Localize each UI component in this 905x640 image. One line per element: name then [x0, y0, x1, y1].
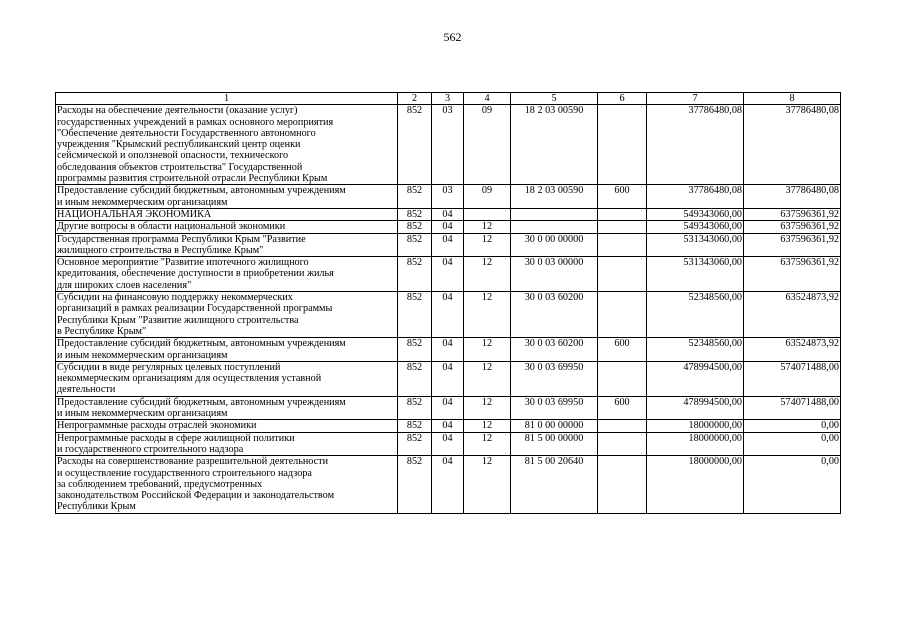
admin-code-cell: 852 — [398, 105, 432, 185]
target-article-cell: 30 0 03 00000 — [511, 257, 598, 292]
amount-year-1-cell: 37786480,08 — [647, 185, 744, 209]
subsection-code-cell: 12 — [464, 233, 511, 257]
amount-year-2-cell: 0,00 — [744, 432, 841, 456]
amount-year-2-cell: 574071488,00 — [744, 361, 841, 396]
expense-type-cell — [598, 420, 647, 432]
amount-year-2-cell: 637596361,92 — [744, 208, 841, 220]
table-row — [56, 456, 841, 513]
admin-code-cell: 852 — [398, 221, 432, 233]
amount-year-2-cell: 0,00 — [744, 456, 841, 513]
amount-year-1-cell: 531343060,00 — [647, 257, 744, 292]
row-description: Расходы на обеспечение деятельности (оказание услуг) государственных учреждений в рамках основного мероприятия "Обеспечение деятельности Государственного автономного учреждения "Крымский республиканский центр оценки сейсмической и оползневой опасности, технического обследования объектов строительства" Государственной программы развития строительной отрасли Республики Крым — [56, 105, 398, 185]
expense-type-cell — [598, 361, 647, 396]
page-number: 562 — [443, 30, 462, 44]
target-article-cell: 30 0 03 60200 — [511, 338, 598, 362]
table-row — [56, 185, 841, 209]
expense-type-cell — [598, 208, 647, 220]
amount-year-2-cell: 637596361,92 — [744, 257, 841, 292]
target-article-cell: 18 2 03 00590 — [511, 185, 598, 209]
column-header: 3 — [432, 93, 464, 105]
row-description: НАЦИОНАЛЬНАЯ ЭКОНОМИКА — [56, 208, 398, 220]
row-description: Предоставление субсидий бюджетным, автономным учреждениям и иным некоммерческим организациям — [56, 396, 398, 420]
amount-year-2-cell: 63524873,92 — [744, 292, 841, 338]
section-code-cell: 04 — [432, 432, 464, 456]
row-description: Государственная программа Республики Крым "Развитие жилищного строительства в Республике Крым" — [56, 233, 398, 257]
expense-type-cell: 600 — [598, 396, 647, 420]
amount-year-1-cell: 478994500,00 — [647, 396, 744, 420]
section-code-cell: 04 — [432, 257, 464, 292]
amount-year-2-cell: 37786480,08 — [744, 105, 841, 185]
admin-code-cell: 852 — [398, 361, 432, 396]
expense-type-cell — [598, 432, 647, 456]
target-article-cell: 81 5 00 20640 — [511, 456, 598, 513]
section-code-cell: 04 — [432, 233, 464, 257]
subsection-code-cell — [464, 208, 511, 220]
amount-year-1-cell: 18000000,00 — [647, 432, 744, 456]
target-article-cell: 30 0 00 00000 — [511, 233, 598, 257]
admin-code-cell: 852 — [398, 292, 432, 338]
amount-year-2-cell: 637596361,92 — [744, 221, 841, 233]
row-description: Непрограммные расходы отраслей экономики — [56, 420, 398, 432]
column-header: 4 — [464, 93, 511, 105]
amount-year-2-cell: 637596361,92 — [744, 233, 841, 257]
amount-year-1-cell: 478994500,00 — [647, 361, 744, 396]
table-row — [56, 432, 841, 456]
table-row — [56, 233, 841, 257]
column-header: 2 — [398, 93, 432, 105]
section-code-cell: 04 — [432, 361, 464, 396]
subsection-code-cell: 12 — [464, 456, 511, 513]
expense-type-cell — [598, 456, 647, 513]
target-article-cell — [511, 221, 598, 233]
column-header: 8 — [744, 93, 841, 105]
section-code-cell: 04 — [432, 292, 464, 338]
amount-year-1-cell: 52348560,00 — [647, 338, 744, 362]
row-description: Основное мероприятие "Развитие ипотечного жилищного кредитования, обеспечение доступности в приобретении жилья для широких слоев населения" — [56, 257, 398, 292]
amount-year-2-cell: 0,00 — [744, 420, 841, 432]
table-row — [56, 292, 841, 338]
expense-type-cell — [598, 105, 647, 185]
target-article-cell: 18 2 03 00590 — [511, 105, 598, 185]
admin-code-cell: 852 — [398, 257, 432, 292]
subsection-code-cell: 12 — [464, 292, 511, 338]
amount-year-1-cell: 549343060,00 — [647, 221, 744, 233]
row-description: Субсидии на финансовую поддержку некоммерческих организаций в рамках реализации Государственной программы Республики Крым "Развитие жилищного строительства в Республике Крым" — [56, 292, 398, 338]
amount-year-1-cell: 37786480,08 — [647, 105, 744, 185]
admin-code-cell: 852 — [398, 208, 432, 220]
section-code-cell: 04 — [432, 420, 464, 432]
admin-code-cell: 852 — [398, 185, 432, 209]
row-description: Непрограммные расходы в сфере жилищной политики и государственного строительного надзора — [56, 432, 398, 456]
table-row — [56, 105, 841, 185]
amount-year-1-cell: 52348560,00 — [647, 292, 744, 338]
section-code-cell: 03 — [432, 185, 464, 209]
section-code-cell: 04 — [432, 396, 464, 420]
section-code-cell: 04 — [432, 221, 464, 233]
row-description: Другие вопросы в области национальной экономики — [56, 221, 398, 233]
table-row — [56, 420, 841, 432]
admin-code-cell: 852 — [398, 396, 432, 420]
subsection-code-cell: 12 — [464, 338, 511, 362]
row-description: Предоставление субсидий бюджетным, автономным учреждениям и иным некоммерческим организациям — [56, 338, 398, 362]
amount-year-2-cell: 574071488,00 — [744, 396, 841, 420]
amount-year-2-cell: 63524873,92 — [744, 338, 841, 362]
target-article-cell: 30 0 03 69950 — [511, 396, 598, 420]
subsection-code-cell: 12 — [464, 221, 511, 233]
row-description: Расходы на совершенствование разрешительной деятельности и осуществление государственного строительного надзора за соблюдением требований, предусмотренных законодательством Российской Федерации и законодательством Республики Крым — [56, 456, 398, 513]
expense-type-cell — [598, 233, 647, 257]
header-row — [56, 93, 841, 105]
table-row — [56, 208, 841, 220]
column-header: 6 — [598, 93, 647, 105]
table-row — [56, 257, 841, 292]
subsection-code-cell: 09 — [464, 105, 511, 185]
amount-year-2-cell: 37786480,08 — [744, 185, 841, 209]
expense-type-cell — [598, 221, 647, 233]
section-code-cell: 03 — [432, 105, 464, 185]
expense-type-cell — [598, 292, 647, 338]
target-article-cell: 81 0 00 00000 — [511, 420, 598, 432]
target-article-cell: 81 5 00 00000 — [511, 432, 598, 456]
target-article-cell: 30 0 03 69950 — [511, 361, 598, 396]
target-article-cell: 30 0 03 60200 — [511, 292, 598, 338]
budget-table — [55, 92, 841, 514]
table-row — [56, 221, 841, 233]
section-code-cell: 04 — [432, 456, 464, 513]
expense-type-cell: 600 — [598, 185, 647, 209]
admin-code-cell: 852 — [398, 338, 432, 362]
subsection-code-cell: 12 — [464, 361, 511, 396]
table-body — [56, 105, 841, 513]
amount-year-1-cell: 18000000,00 — [647, 420, 744, 432]
column-header: 1 — [56, 93, 398, 105]
admin-code-cell: 852 — [398, 432, 432, 456]
section-code-cell: 04 — [432, 208, 464, 220]
column-header: 7 — [647, 93, 744, 105]
expense-type-cell — [598, 257, 647, 292]
amount-year-1-cell: 531343060,00 — [647, 233, 744, 257]
amount-year-1-cell: 18000000,00 — [647, 456, 744, 513]
table-row — [56, 338, 841, 362]
row-description: Субсидии в виде регулярных целевых поступлений некоммерческим организациям для осуществления уставной деятельности — [56, 361, 398, 396]
subsection-code-cell: 12 — [464, 396, 511, 420]
section-code-cell: 04 — [432, 338, 464, 362]
admin-code-cell: 852 — [398, 233, 432, 257]
admin-code-cell: 852 — [398, 420, 432, 432]
table-row — [56, 361, 841, 396]
subsection-code-cell: 12 — [464, 257, 511, 292]
target-article-cell — [511, 208, 598, 220]
table-row — [56, 396, 841, 420]
row-description: Предоставление субсидий бюджетным, автономным учреждениям и иным некоммерческим организациям — [56, 185, 398, 209]
amount-year-1-cell: 549343060,00 — [647, 208, 744, 220]
column-header: 5 — [511, 93, 598, 105]
expense-type-cell: 600 — [598, 338, 647, 362]
subsection-code-cell: 12 — [464, 432, 511, 456]
subsection-code-cell: 12 — [464, 420, 511, 432]
admin-code-cell: 852 — [398, 456, 432, 513]
subsection-code-cell: 09 — [464, 185, 511, 209]
